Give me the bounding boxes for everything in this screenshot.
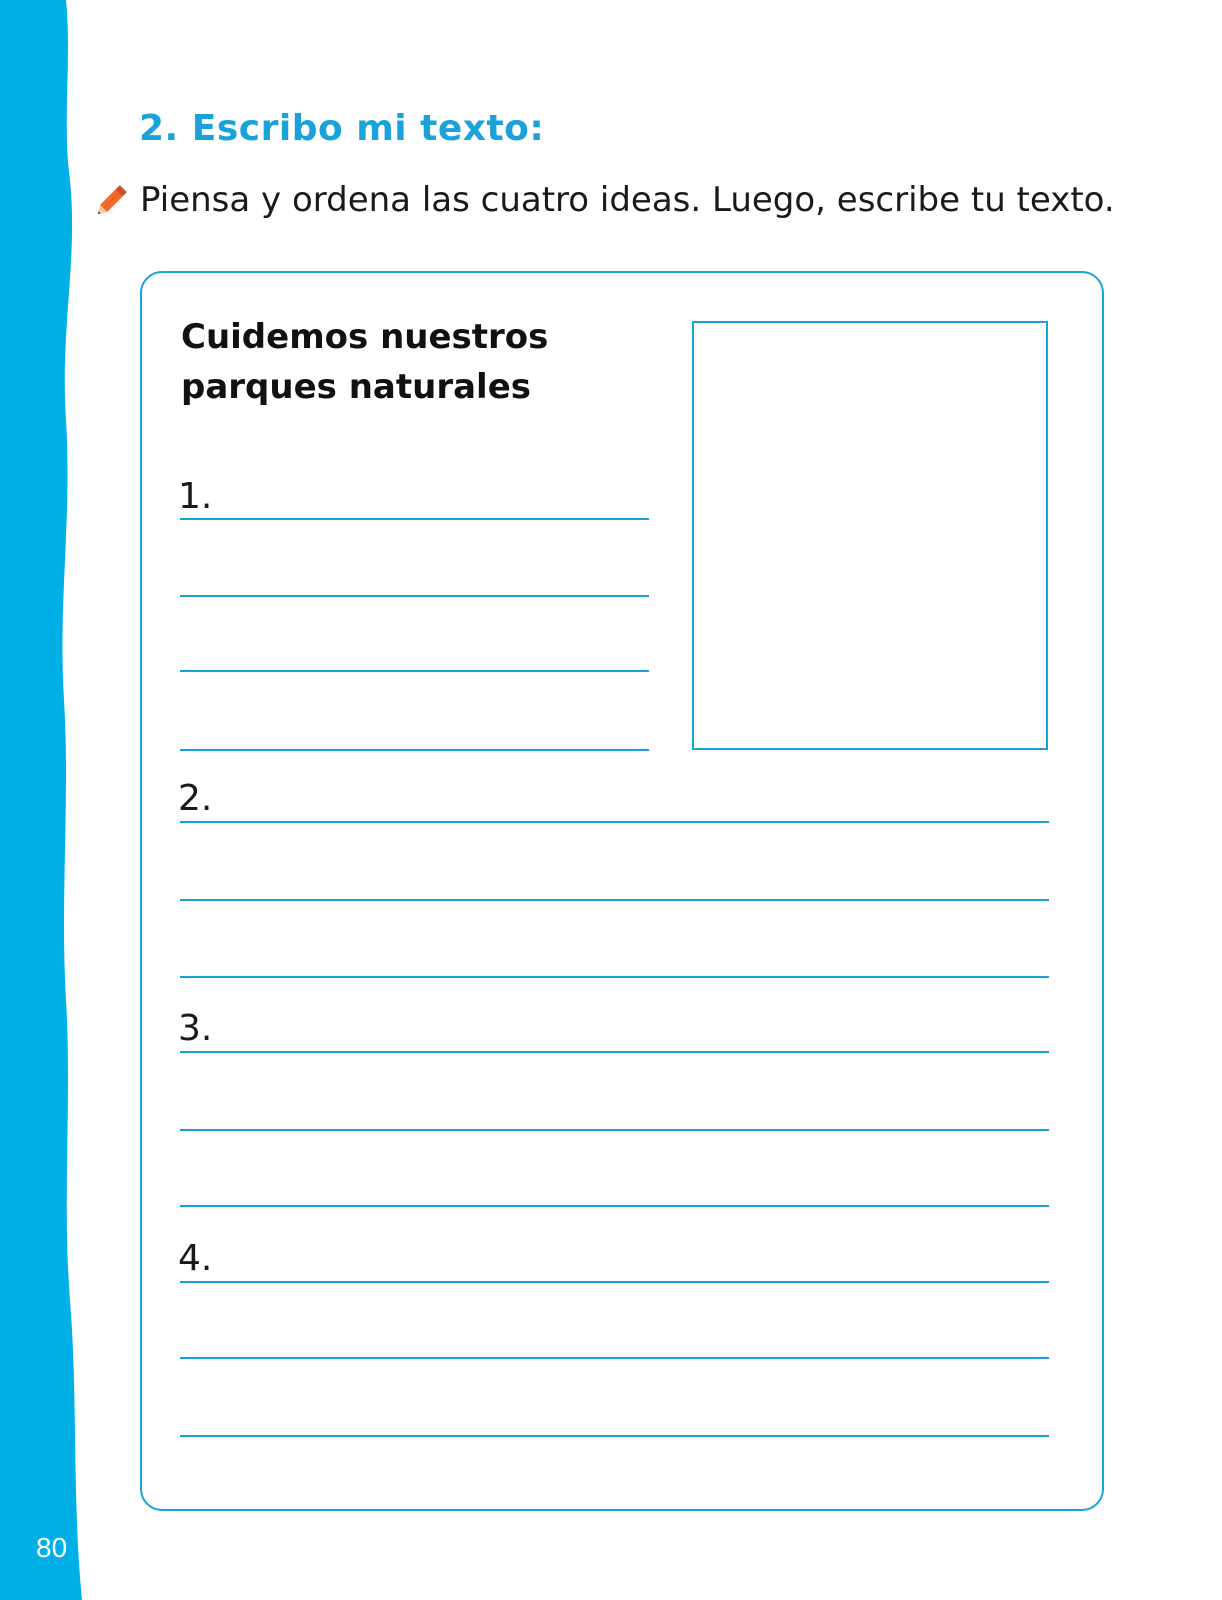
writing-line[interactable] <box>180 1357 1049 1359</box>
writing-line[interactable] <box>180 899 1049 901</box>
writing-line[interactable] <box>180 1281 1049 1283</box>
writing-line[interactable] <box>180 821 1049 823</box>
writing-line[interactable] <box>180 1129 1049 1131</box>
page-number: 80 <box>36 1532 68 1563</box>
item-number-1: 1. <box>178 476 213 517</box>
item-number-2: 2. <box>178 778 213 819</box>
drawing-box[interactable] <box>692 321 1048 750</box>
writing-line[interactable] <box>180 518 649 520</box>
writing-line[interactable] <box>180 670 649 672</box>
side-color-band <box>0 0 110 1600</box>
writing-line[interactable] <box>180 1051 1049 1053</box>
writing-line[interactable] <box>180 976 1049 978</box>
item-number-3: 3. <box>178 1008 213 1049</box>
writing-line[interactable] <box>180 1435 1049 1437</box>
worksheet-title: Cuidemos nuestros parques naturales <box>181 317 549 407</box>
pencil-icon <box>90 178 134 222</box>
item-number-4: 4. <box>178 1238 213 1279</box>
writing-line[interactable] <box>180 595 649 597</box>
writing-line[interactable] <box>180 749 649 751</box>
writing-line[interactable] <box>180 1205 1049 1207</box>
instruction <box>90 178 1115 222</box>
instruction-text: Piensa y ordena las cuatro ideas. Luego, escribe tu texto. <box>140 180 1115 220</box>
section-title: 2. Escribo mi texto: <box>139 108 545 149</box>
